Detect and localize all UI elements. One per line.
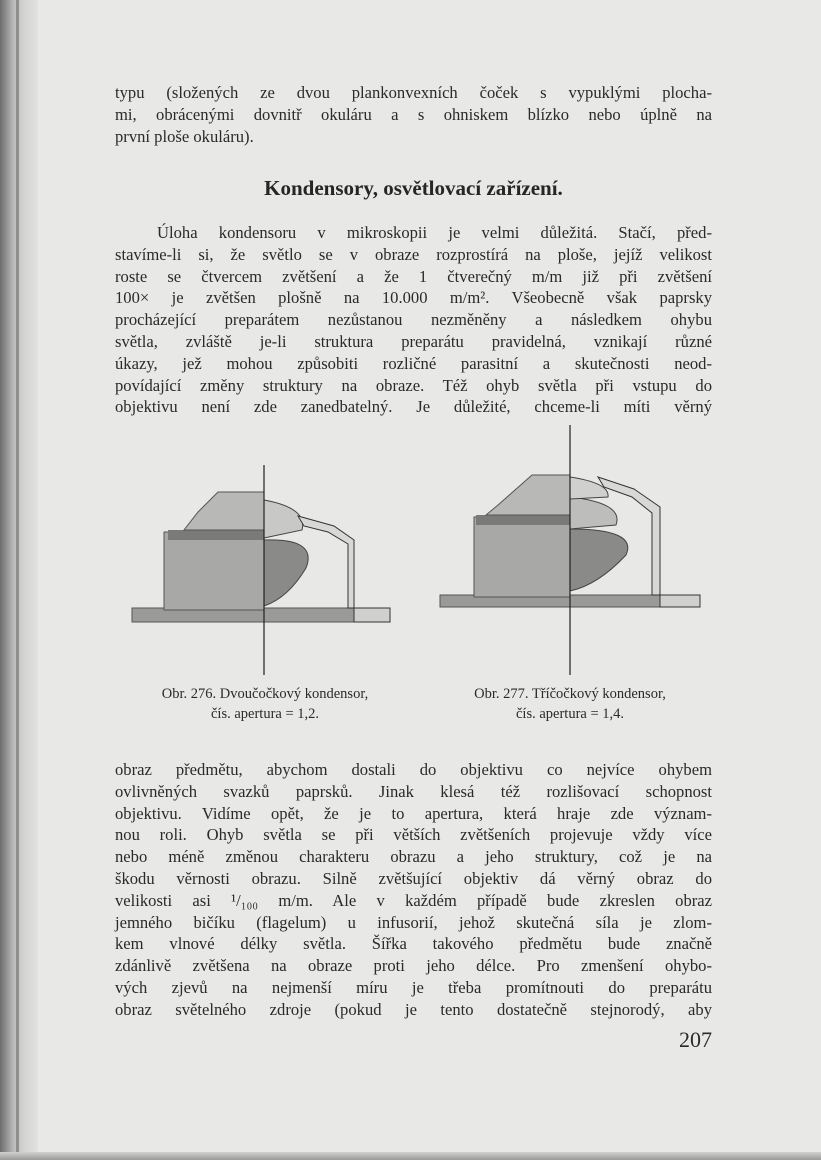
text-line: velikosti asi ¹/₁₀₀ m/m. Ale v každém případě bude zkreslen obraz [115, 890, 712, 910]
text-line: objektivu. Vidíme opět, že je to apertura, která hraje zde význam- [115, 803, 712, 823]
paragraph-condenser-role [115, 222, 712, 418]
condenser-housing [474, 517, 570, 597]
paragraph-intro [115, 82, 712, 147]
lower-lens [264, 540, 308, 606]
text-line: 100× je zvětšen plošně na 10.000 m/m². Všeobecně však paprsky [115, 288, 712, 308]
knurled-ring [476, 515, 570, 525]
section-heading: Kondensory, osvětlovací zařízení. [264, 176, 563, 200]
text-line: obraz světelného zdroje (pokud je tento dostatečně stejnorodý, aby [115, 999, 712, 1019]
text-line: typu (složených ze dvou plankonvexních čoček s vypuklými plocha- [115, 83, 712, 102]
text-line: úkazy, jež mohou způsobiti rozličné parasitní a skutečnosti neod- [115, 353, 712, 373]
upper-mount [486, 475, 570, 515]
text-line: škodu věrnosti obrazu. Silně zvětšující objektiv dá věrný obraz do [115, 868, 712, 888]
text-line: nebo méně změnou charakteru obrazu a jeho struktury, což je na [115, 847, 712, 867]
knurled-ring [168, 530, 264, 540]
text-line: procházející preparátem nezůstanou nezměněny a následkem ohybu [115, 310, 712, 330]
text-line: zdánlivě zvětšena na obraze proti jeho délce. Pro zmenšení ohybo- [115, 956, 712, 976]
figure-276-two-lens-condenser [128, 460, 393, 675]
caption-line: Obr. 277. Tříčočkový kondensor, [474, 686, 666, 702]
text-line: kem vlnové délky světla. Šířka takového předmětu bude značně [115, 934, 712, 954]
text-line: ovlivněných svazků paprsků. Jinak klesá též rozlišovací schopnost [115, 781, 712, 801]
text-line: objektivu není zde zanedbatelný. Je důležité, chceme-li míti věrný [115, 397, 712, 417]
text-line: roste se čtvercem zvětšení a že 1 čtverečný m/m již při zvětšení [115, 266, 712, 286]
condenser-housing [164, 532, 264, 610]
text-line: jemného bičíku (flagelum) u infusorií, jehož skutečná síla je zlom- [115, 912, 712, 932]
upper-mount [184, 492, 264, 530]
text-line: obraz předmětu, abychom dostali do objektivu co nejvíce ohybem [115, 760, 712, 779]
figure-277-three-lens-condenser [438, 425, 703, 675]
front-lens [264, 500, 303, 538]
text-line: mi, obrácenými dovnitř okuláru a s ohniskem blízko nebo úplně na [115, 104, 712, 124]
figure-276-caption [120, 684, 410, 724]
figure-277-caption [425, 684, 715, 724]
lower-lens [570, 529, 628, 591]
caption-line: Obr. 276. Dvoučočkový kondensor, [161, 686, 369, 702]
middle-lens [570, 497, 617, 529]
text-line: stavíme-li si, že světlo se v obraze rozprostírá na ploše, jejíž velikost [115, 244, 712, 264]
caption-line: čís. apertura = 1,4. [515, 706, 625, 722]
text-line: světla, zvláště je-li struktura preparátu pravidelná, vznikají různé [115, 331, 712, 351]
text-line: povídající změny struktury na obraze. Též ohyb světla při vstupu do [115, 375, 712, 395]
text-line: vých zjevů na nejmenší míru je třeba promítnouti do preparátu [115, 977, 712, 997]
book-binding-edge [0, 0, 38, 1160]
paragraph-diffraction [115, 759, 712, 1021]
text-line: Úloha kondensoru v mikroskopii je velmi důležitá. Stačí, před- [157, 223, 712, 242]
text-line: první ploše okuláru). [115, 126, 254, 146]
page-number: 207 [679, 1027, 712, 1052]
text-line: nou roli. Ohyb světla se při větších zvětšeních projevuje vždy více [115, 825, 712, 845]
page-bottom-edge [0, 1152, 821, 1160]
caption-line: čís. apertura = 1,2. [210, 706, 320, 722]
